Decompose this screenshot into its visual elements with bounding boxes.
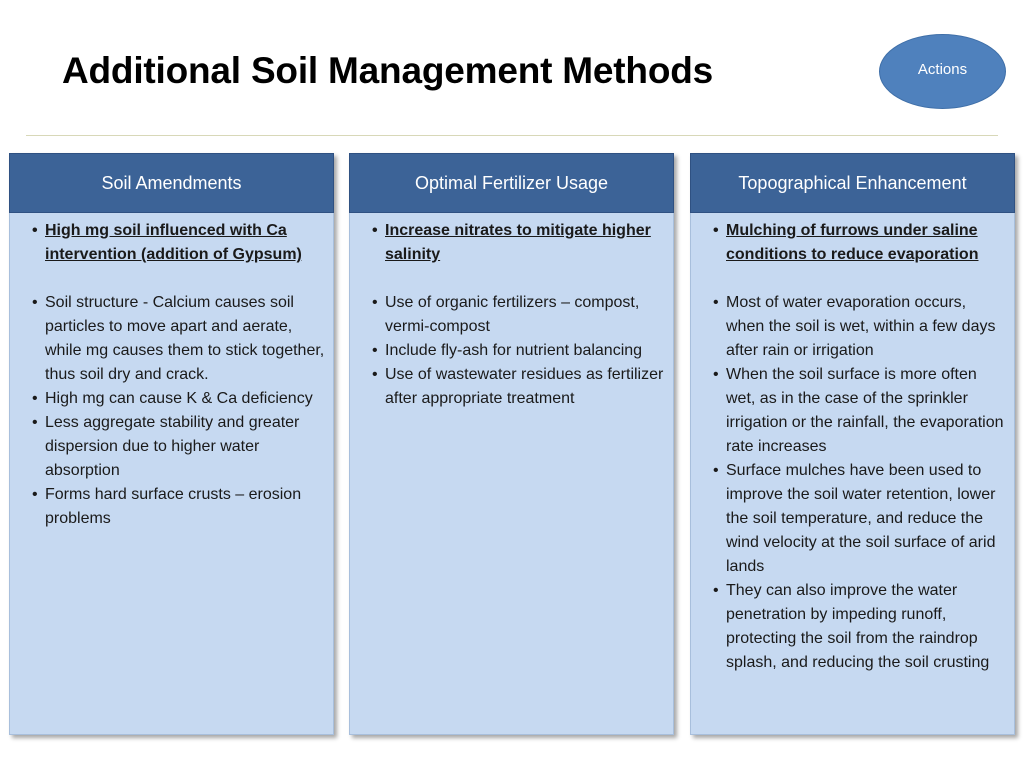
column-body <box>9 213 334 735</box>
column-header <box>9 153 334 213</box>
title-divider <box>26 135 998 136</box>
actions-label: Actions <box>917 61 968 78</box>
bullet-list <box>713 219 1008 675</box>
list-item: • They can also improve the water penetration by impeding runoff, protecting the soil from the raindrop splash, and reducing the soil crusting <box>713 579 1008 675</box>
list-item: • Increase nitrates to mitigate higher salinity <box>372 219 667 267</box>
column-header-label: Topographical Enhancement <box>738 172 967 193</box>
column-body <box>349 213 674 735</box>
actions-badge[interactable] <box>879 34 1006 109</box>
column-body <box>690 213 1015 735</box>
column-topographical-enhancement <box>690 153 1015 735</box>
list-item: • Soil structure - Calcium causes soil particles to move apart and aerate, while mg causes them to stick together, thus soil dry and crack. <box>32 291 327 387</box>
slide-title: Additional Soil Management Methods <box>62 50 713 91</box>
list-item: • Forms hard surface crusts – erosion problems <box>32 483 327 531</box>
column-header <box>690 153 1015 213</box>
column-header-label: Soil Amendments <box>101 172 242 193</box>
list-item: • Mulching of furrows under saline conditions to reduce evaporation <box>713 219 1008 267</box>
list-item: • Use of organic fertilizers – compost, vermi-compost <box>372 291 667 339</box>
list-item: • Less aggregate stability and greater dispersion due to higher water absorption <box>32 411 327 483</box>
column-soil-amendments <box>9 153 334 735</box>
column-optimal-fertilizer-usage <box>349 153 674 735</box>
list-item: • High mg soil influenced with Ca intervention (addition of Gypsum) <box>32 219 327 267</box>
bullet-list <box>32 219 327 531</box>
column-header-label: Optimal Fertilizer Usage <box>414 172 609 193</box>
list-item: • When the soil surface is more often wet, as in the case of the sprinkler irrigation or the rainfall, the evaporation rate increases <box>713 363 1008 459</box>
bullet-list <box>372 219 667 411</box>
list-item: • Use of wastewater residues as fertilizer after appropriate treatment <box>372 363 667 411</box>
column-header <box>349 153 674 213</box>
list-item: • Most of water evaporation occurs, when the soil is wet, within a few days after rain or irrigation <box>713 291 1008 363</box>
list-item: • High mg can cause K & Ca deficiency <box>32 387 327 411</box>
list-item: • Include fly-ash for nutrient balancing <box>372 339 667 363</box>
list-item: • Surface mulches have been used to improve the soil water retention, lower the soil temperature, and reduce the wind velocity at the soil surface of arid lands <box>713 459 1008 579</box>
